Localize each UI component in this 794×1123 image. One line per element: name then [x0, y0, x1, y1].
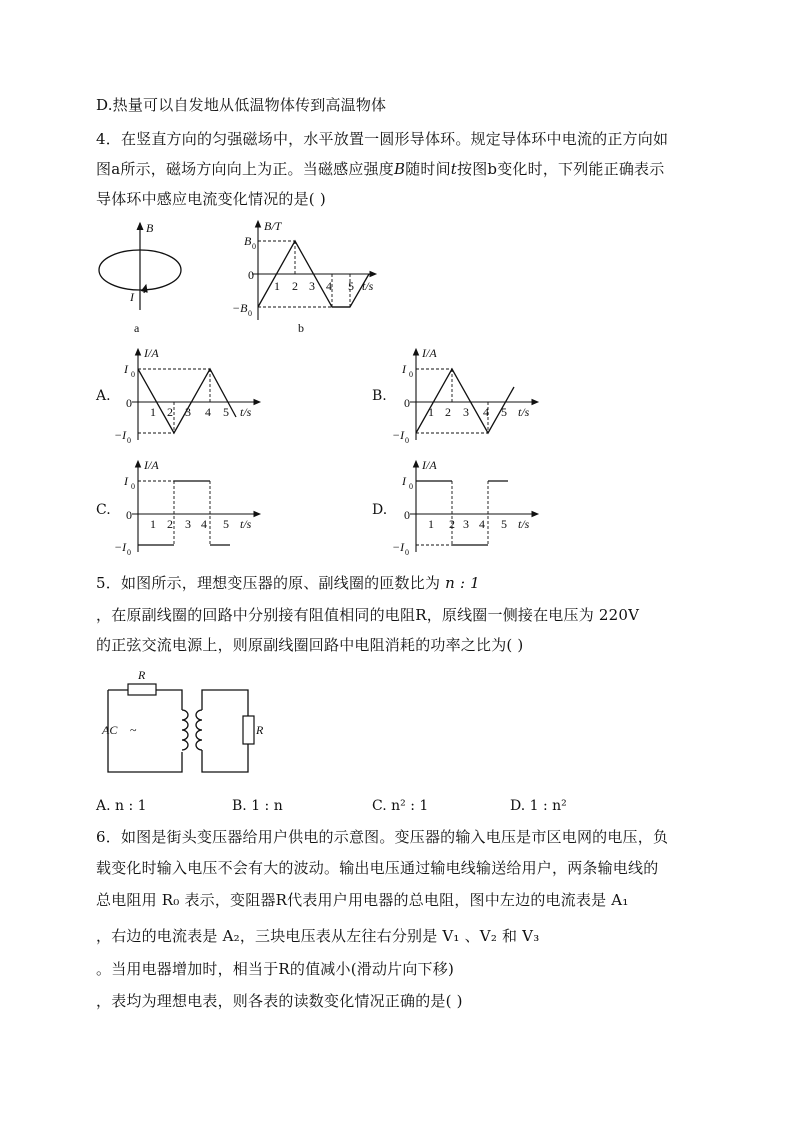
optD-tick-1: 1	[428, 517, 434, 531]
optA-origin: 0	[126, 396, 132, 410]
q4-option-C-graph	[112, 457, 272, 557]
q4-line1: 4．在竖直方向的匀强磁场中，水平放置一圆形导体环。规定导体环中电流的正方向如	[96, 130, 669, 148]
optD-tick-2: 2	[449, 517, 455, 531]
q6-line1: 6．如图是街头变压器给用户供电的示意图。变压器的输入电压是市区电网的电压，负	[96, 828, 669, 846]
q4-option-A-label: A.	[96, 388, 111, 404]
fig-b-y-label: B/T	[264, 219, 282, 233]
optB-origin: 0	[404, 396, 410, 410]
fig-b-tick-3: 3	[309, 279, 315, 293]
q5-line1-text: 5．如图所示，理想变压器的原、副线圈的匝数比为	[96, 574, 441, 592]
fig-b-tick-4: 4	[326, 279, 332, 293]
optC-tick-2: 2	[167, 517, 173, 531]
figure-a-ring	[92, 215, 192, 340]
q6-line6: ，表均为理想电表，则各表的读数变化情况正确的是( )	[96, 992, 463, 1010]
optA-pos-sub: 0	[131, 370, 135, 379]
optC-tick-4: 4	[201, 517, 207, 531]
optB-pos: I	[402, 362, 406, 376]
circuit-R-top: R	[138, 668, 146, 682]
optA-neg: −I	[114, 428, 127, 442]
optC-tick-5: 5	[223, 517, 229, 531]
optC-y-label: I/A	[144, 458, 159, 472]
optD-tick-3: 3	[463, 517, 469, 531]
optB-tick-3: 3	[463, 405, 469, 419]
optB-tick-1: 1	[428, 405, 434, 419]
optD-pos-sub: 0	[409, 482, 413, 491]
optC-x-label: t/s	[240, 517, 252, 531]
q4-line2-b: 随时间	[405, 160, 451, 178]
q4-option-B-label: B.	[372, 388, 387, 404]
q6-line5: 。当用电器增加时，相当于R的值减小(滑动片向下移)	[96, 960, 455, 978]
optD-y-label: I/A	[422, 458, 437, 472]
optB-tick-5: 5	[501, 405, 507, 419]
optD-origin: 0	[404, 508, 410, 522]
optA-x-label: t/s	[240, 405, 252, 419]
q4-line2-a: 图a所示，磁场方向向上为正。当磁感应强度	[96, 160, 394, 178]
optA-tick-3: 3	[185, 405, 191, 419]
optA-tick-1: 1	[150, 405, 156, 419]
fig-b-origin: 0	[248, 268, 254, 282]
optD-tick-5: 5	[501, 517, 507, 531]
q5-answer-C: C. n² : 1	[372, 798, 429, 814]
q6-line4: ，右边的电流表是 A₂，三块电压表从左往右分别是 V₁ 、V₂ 和 V₃	[96, 927, 540, 945]
q4-option-A-graph	[112, 345, 272, 445]
optA-y-label: I/A	[144, 346, 159, 360]
fig-b-pos-sub: 0	[252, 242, 256, 251]
optB-neg-sub: 0	[405, 436, 409, 445]
fig-b-caption: b	[298, 321, 304, 335]
optD-x-label: t/s	[518, 517, 530, 531]
circuit-ac-label: AC	[102, 723, 118, 737]
figure-b-B-vs-t	[228, 215, 388, 340]
optA-tick-2: 2	[167, 405, 173, 419]
fig-b-pos: B	[244, 234, 252, 248]
q5-ratio: n : 1	[445, 574, 480, 592]
fig-a-label-B: B	[146, 221, 154, 235]
q3-option-d: D.热量可以自发地从低温物体传到高温物体	[96, 96, 387, 114]
optC-tick-1: 1	[150, 517, 156, 531]
optB-tick-2: 2	[445, 405, 451, 419]
optA-neg-sub: 0	[127, 436, 131, 445]
optA-tick-5: 5	[223, 405, 229, 419]
q4-line2-B: B	[393, 160, 406, 178]
optB-neg: −I	[392, 428, 405, 442]
q4-option-C-label: C.	[96, 502, 111, 518]
fig-a-caption: a	[134, 321, 140, 335]
fig-b-neg-sub: 0	[248, 309, 252, 318]
fig-b-tick-5: 5	[348, 279, 354, 293]
fig-b-neg: −B	[232, 301, 248, 315]
fig-b-x-label: t/s	[362, 279, 374, 293]
optB-pos-sub: 0	[409, 370, 413, 379]
circuit-ac-tilde: ~	[130, 723, 137, 737]
optC-tick-3: 3	[185, 517, 191, 531]
q5-transformer-circuit	[98, 666, 278, 781]
optD-pos: I	[402, 474, 406, 488]
q5-answer-A: A. n : 1	[96, 798, 147, 814]
q5-line3: 的正弦交流电源上，则原副线圈回路中电阻消耗的功率之比为( )	[96, 636, 524, 654]
q5-line2: ，在原副线圈的回路中分别接有阻值相同的电阻R，原线圈一侧接在电压为 220V	[96, 606, 640, 624]
optC-origin: 0	[126, 508, 132, 522]
optD-tick-4: 4	[479, 517, 485, 531]
q5-answer-B: B. 1 : n	[232, 798, 283, 814]
optA-pos: I	[124, 362, 128, 376]
optD-neg-sub: 0	[405, 548, 409, 557]
optC-pos-sub: 0	[131, 482, 135, 491]
q6-line3: 总电阻用 R₀ 表示，变阻器R代表用户用电器的总电阻，图中左边的电流表是 A₁	[96, 891, 629, 909]
q4-option-B-graph	[390, 345, 550, 445]
optC-neg-sub: 0	[127, 548, 131, 557]
fig-a-label-I: I	[130, 290, 134, 304]
q4-line2-t: t	[450, 160, 458, 178]
q5-line1	[96, 572, 480, 593]
q5-answer-D: D. 1 : n²	[510, 798, 567, 814]
optB-tick-4: 4	[483, 405, 489, 419]
q4-option-D-label: D.	[372, 502, 388, 518]
optB-x-label: t/s	[518, 405, 530, 419]
q4-line3: 导体环中感应电流变化情况的是( )	[96, 190, 326, 208]
fig-b-tick-1: 1	[274, 279, 280, 293]
q4-line2	[96, 158, 664, 179]
optD-neg: −I	[392, 540, 405, 554]
q4-line2-c: 按图b变化时，下列能正确表示	[457, 160, 665, 178]
q4-option-D-graph	[390, 457, 550, 557]
optB-y-label: I/A	[422, 346, 437, 360]
circuit-R-right: R	[256, 723, 264, 737]
optC-pos: I	[124, 474, 128, 488]
q6-line2: 载变化时输入电压不会有大的波动。输出电压通过输电线输送给用户，两条输电线的	[96, 859, 659, 877]
optA-tick-4: 4	[205, 405, 211, 419]
optC-neg: −I	[114, 540, 127, 554]
fig-b-tick-2: 2	[292, 279, 298, 293]
